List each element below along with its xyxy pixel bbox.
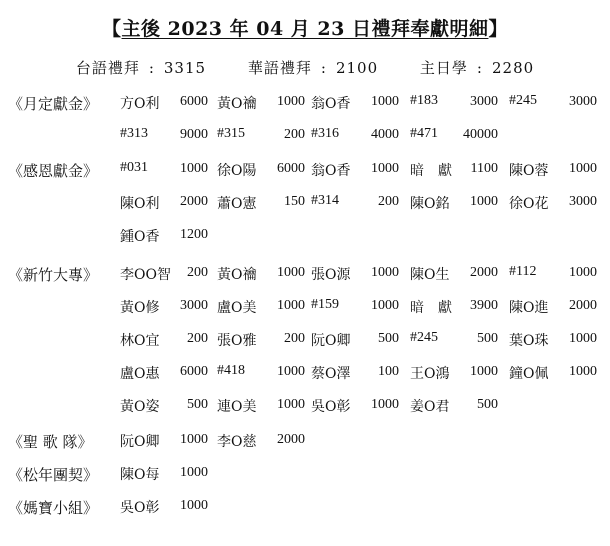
donor-name: 陳O蓉 [509,163,549,179]
donation-amount: 100 [378,364,399,379]
donation-amount: 2000 [277,432,305,447]
entry-row [0,363,610,395]
entry-row [0,93,610,125]
donation-amount: 2000 [569,298,597,313]
donation-amount: 40000 [463,127,498,142]
donation-amount: 6000 [277,161,305,176]
donor-name: #031 [120,160,148,175]
donor-name: 盧O美 [217,300,257,316]
attendance-stats [0,57,610,78]
section-label: 《媽寶小組》 [8,499,99,517]
entry-row [0,126,610,158]
donation-amount: 1000 [569,331,597,346]
donation-amount: 1000 [371,397,399,412]
section-label: 《感恩獻金》 [8,162,99,180]
donation-amount: 1000 [180,432,208,447]
entry-row [0,193,610,225]
donation-amount: 6000 [180,94,208,109]
donation-amount: 1000 [277,364,305,379]
donation-amount: 500 [378,331,399,346]
donor-name: #471 [410,126,438,141]
donation-amount: 200 [378,194,399,209]
donor-name: 黃O姿 [120,399,160,415]
donor-name: 翁O香 [311,163,351,179]
entry-row [0,497,610,529]
donor-name: 姜O君 [410,399,450,415]
donation-amount: 1000 [371,298,399,313]
donation-amount: 9000 [180,127,208,142]
donation-amount: 1000 [277,397,305,412]
donor-name: #316 [311,126,339,141]
section-label: 《聖 歌 隊》 [8,433,93,451]
donor-name: 黃O修 [120,300,160,316]
entry-row [0,330,610,362]
section-label: 《松年團契》 [8,466,99,484]
donation-amount: 1000 [371,94,399,109]
donation-amount: 1200 [180,227,208,242]
donation-amount: 3900 [470,298,498,313]
donation-amount: 150 [284,194,305,209]
donor-name: 連O美 [217,399,257,415]
donation-amount: 1000 [277,298,305,313]
donation-amount: 500 [477,331,498,346]
donor-name: #418 [217,363,245,378]
donation-amount: 200 [284,331,305,346]
donation-amount: 1000 [277,94,305,109]
donor-name: 暗 獻 [410,300,452,316]
donor-name: 吳O彰 [120,500,160,516]
donation-amount: 2000 [180,194,208,209]
donor-name: 葉O珠 [509,333,549,349]
donor-name: 盧O惠 [120,366,160,382]
donor-name: 方O利 [120,96,160,112]
donor-name: #313 [120,126,148,141]
donation-amount: 1000 [180,498,208,513]
donation-amount: 1100 [470,161,498,176]
donation-amount: 1000 [371,265,399,280]
stat-sunday-school: 主日學 : 2280 [419,59,535,77]
donor-name: 陳O利 [120,196,160,212]
donor-name: 鐘O佩 [509,366,549,382]
section-label: 《月定獻金》 [8,95,99,113]
donation-amount: 1000 [470,194,498,209]
donation-amount: 1000 [371,161,399,176]
entry-row [0,431,610,463]
donor-name: 陳O銘 [410,196,450,212]
donation-amount: 1000 [569,364,597,379]
donor-name: 暗 獻 [410,163,452,179]
entry-row [0,226,610,258]
entry-row [0,464,610,496]
donor-name: 林O宜 [120,333,160,349]
donor-name: 李OO智 [120,267,171,283]
donation-amount: 200 [284,127,305,142]
donation-amount: 1000 [569,265,597,280]
donation-amount: 3000 [180,298,208,313]
title-open-bracket: 【 [102,18,122,40]
title-text: 主後 2023 年 04 月 23 日禮拜奉獻明細 [121,18,489,40]
donation-amount: 3000 [569,194,597,209]
donor-name: 徐O花 [509,196,549,212]
entry-row [0,160,610,192]
stat-taiwanese-service: 台語禮拜 : 3315 [75,59,207,77]
donor-name: #314 [311,193,339,208]
entry-row [0,264,610,296]
page-title [0,14,610,41]
donation-amount: 4000 [371,127,399,142]
donor-name: 王O鴻 [410,366,450,382]
donor-name: 張O源 [311,267,351,283]
donation-amount: 2000 [470,265,498,280]
donor-name: 陳O每 [120,467,160,483]
entry-row [0,396,610,428]
donor-name: #112 [509,264,537,279]
donation-amount: 200 [187,331,208,346]
donor-name: 黃O禴 [217,96,257,112]
donation-amount: 500 [187,397,208,412]
donor-name: 蔡O澤 [311,366,351,382]
donation-amount: 3000 [569,94,597,109]
donor-name: 徐O陽 [217,163,257,179]
title-close-bracket: 】 [488,18,508,40]
section-label: 《新竹大專》 [8,266,99,284]
donor-name: 張O雅 [217,333,257,349]
donation-amount: 1000 [569,161,597,176]
donor-name: 鍾O香 [120,229,160,245]
donor-name: 李O慈 [217,434,257,450]
donor-name: #245 [509,93,537,108]
donor-name: 陳O生 [410,267,450,283]
donation-amount: 6000 [180,364,208,379]
donation-amount: 1000 [180,161,208,176]
donor-name: 陳O進 [509,300,549,316]
donor-name: 黃O禴 [217,267,257,283]
donation-amount: 1000 [180,465,208,480]
donor-name: 翁O香 [311,96,351,112]
donor-name: #315 [217,126,245,141]
donor-name: 阮O卿 [120,434,160,450]
donor-name: #159 [311,297,339,312]
donor-name: 蕭O憲 [217,196,257,212]
donation-amount: 1000 [470,364,498,379]
donor-name: 吳O彰 [311,399,351,415]
entry-row [0,297,610,329]
donor-name: #245 [410,330,438,345]
stat-mandarin-service: 華語禮拜 : 2100 [247,59,379,77]
donation-amount: 1000 [277,265,305,280]
donation-amount: 200 [187,265,208,280]
donation-amount: 3000 [470,94,498,109]
donation-amount: 500 [477,397,498,412]
donor-name: #183 [410,93,438,108]
donor-name: 阮O卿 [311,333,351,349]
